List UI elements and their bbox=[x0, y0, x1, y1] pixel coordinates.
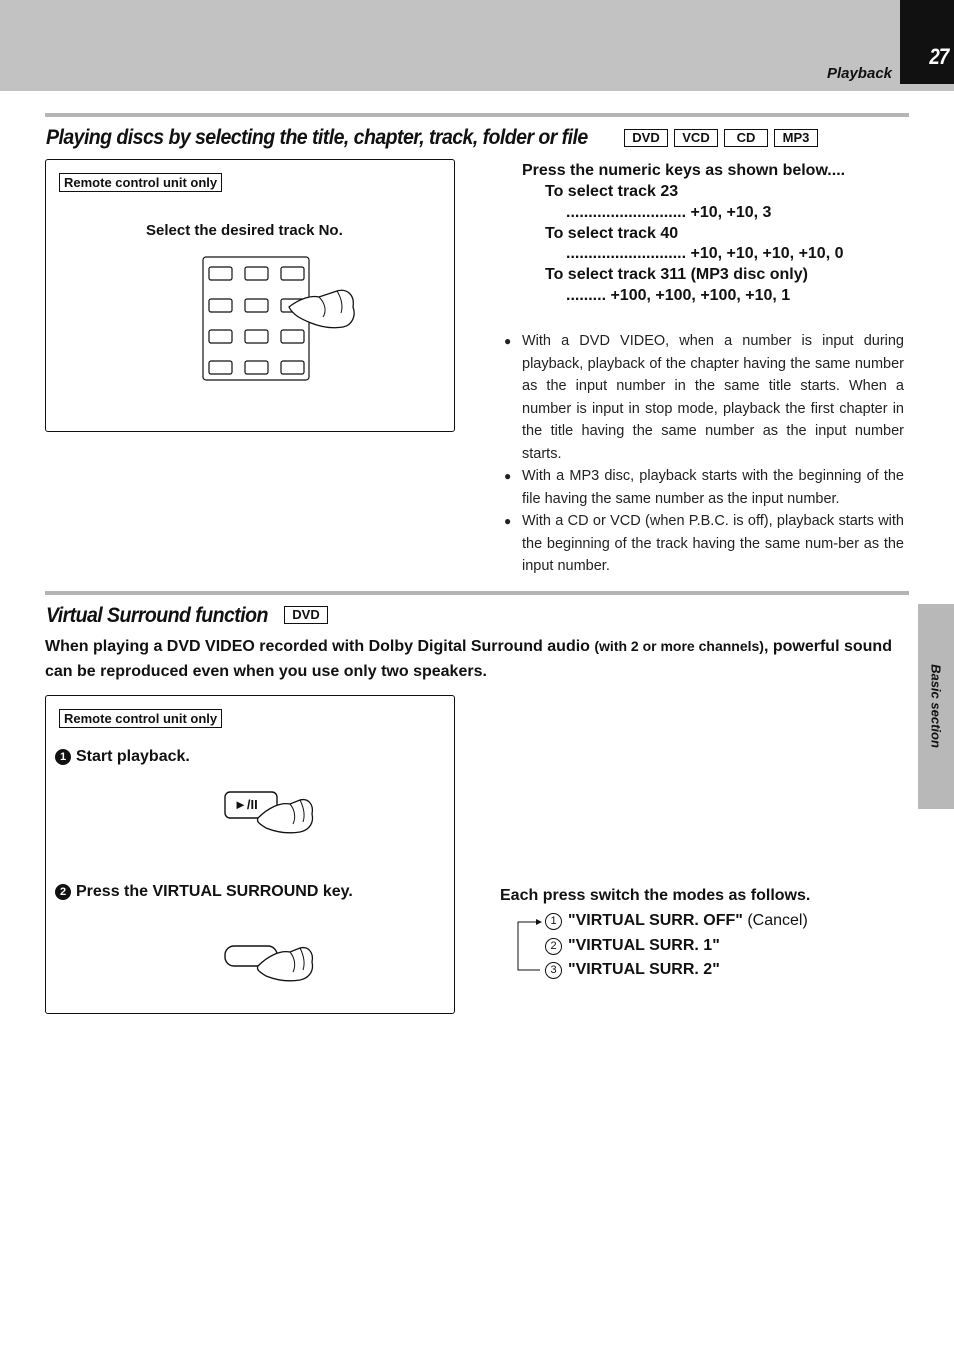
numeric-keypad-illustration bbox=[201, 255, 361, 385]
tag-cd: CD bbox=[724, 129, 768, 147]
cycle-arrow bbox=[514, 914, 542, 974]
step1-text: Start playback. bbox=[76, 748, 190, 765]
step1 bbox=[55, 748, 190, 766]
example3-keys: ......... +100, +100, +100, +10, 1 bbox=[566, 287, 791, 304]
header-band bbox=[0, 0, 954, 91]
tag-dvd: DVD bbox=[624, 129, 668, 147]
mode-3-label: "VIRTUAL SURR. 2" bbox=[568, 961, 720, 978]
step1-number: 1 bbox=[55, 749, 71, 765]
mode-1 bbox=[545, 912, 808, 930]
mode-3 bbox=[545, 961, 720, 979]
mode-2-label: "VIRTUAL SURR. 1" bbox=[568, 937, 720, 954]
step2-number: 2 bbox=[55, 884, 71, 900]
mode-1-label: "VIRTUAL SURR. OFF" bbox=[568, 912, 743, 929]
note-dvd: ● With a DVD VIDEO, when a number is input during playback, playback of the chapter having the same number as the input number in the same title starts. When a number is input in stop mode, playback the first chapter in the title having the same number as the input number starts. bbox=[504, 330, 904, 465]
section2-intro bbox=[45, 634, 911, 684]
mode-1-number: 1 bbox=[545, 913, 562, 930]
remote-only-tag: Remote control unit only bbox=[59, 173, 222, 192]
page-number: 27 bbox=[928, 44, 948, 69]
note-mp3: ● With a MP3 disc, playback starts with the beginning of the file having the same number as the input number. bbox=[504, 465, 904, 510]
remote-box-2 bbox=[45, 695, 455, 1014]
step2-text: Press the VIRTUAL SURROUND key. bbox=[76, 883, 353, 900]
mode-2 bbox=[545, 937, 720, 955]
tag-mp3: MP3 bbox=[774, 129, 818, 147]
step2 bbox=[55, 883, 353, 901]
mode-3-number: 3 bbox=[545, 962, 562, 979]
tag-dvd-2: DVD bbox=[284, 606, 328, 624]
virtual-surround-key-illustration bbox=[222, 936, 322, 986]
section1-title: Playing discs by selecting the title, chapter, track, folder or file bbox=[46, 126, 588, 149]
mode-1-note: (Cancel) bbox=[742, 912, 808, 929]
example1-label: To select track 23 bbox=[545, 183, 679, 200]
page-number-box bbox=[900, 0, 954, 84]
modes-heading: Each press switch the modes as follows. bbox=[500, 887, 811, 904]
section-rule-2 bbox=[45, 591, 909, 595]
section2-title: Virtual Surround function bbox=[46, 604, 268, 627]
instructions-heading: Press the numeric keys as shown below.... bbox=[522, 162, 846, 179]
example1-keys: ........................... +10, +10, 3 bbox=[566, 204, 772, 221]
play-pause-key-illustration bbox=[222, 786, 322, 842]
intro-text-1: When playing a DVD VIDEO recorded with Dolby Digital Surround audio bbox=[45, 638, 595, 655]
section-label: Playback bbox=[826, 65, 892, 82]
mode-2-number: 2 bbox=[545, 938, 562, 955]
tag-vcd: VCD bbox=[674, 129, 718, 147]
box-caption: Select the desired track No. bbox=[146, 222, 343, 239]
intro-text-small: (with 2 or more channels) bbox=[594, 638, 764, 654]
example2-label: To select track 40 bbox=[545, 225, 679, 242]
side-tab-label: Basic section bbox=[928, 664, 944, 748]
notes-list bbox=[504, 330, 904, 578]
example3-label: To select track 311 (MP3 disc only) bbox=[545, 266, 808, 283]
section-rule-1 bbox=[45, 113, 909, 117]
play-pause-label: ►/II bbox=[234, 797, 258, 812]
remote-only-tag-2: Remote control unit only bbox=[59, 709, 222, 728]
remote-box-1 bbox=[45, 159, 455, 432]
intro-text-2: , powerful sound can be reproduced even when you use only two speakers. bbox=[45, 638, 892, 680]
note-cd-vcd: ● With a CD or VCD (when P.B.C. is off), playback starts with the beginning of the track having the same num-ber as the input number. bbox=[504, 510, 904, 578]
example2-keys: ........................... +10, +10, +10, +10, 0 bbox=[566, 245, 844, 262]
